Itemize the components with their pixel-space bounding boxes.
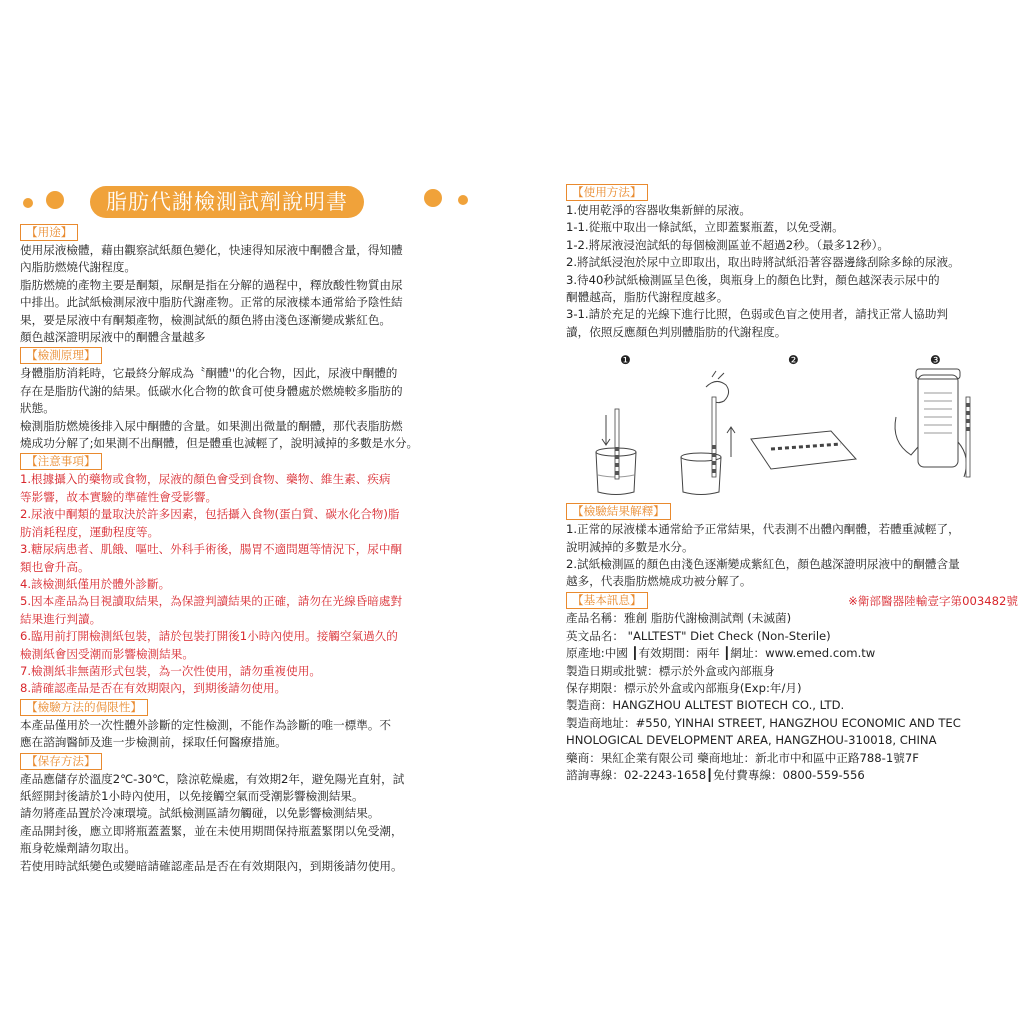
text-line: 保存期限：標示於外盒或內部瓶身(Exp:年/月) (566, 680, 802, 695)
hand-icon (706, 371, 729, 403)
text-line: HNOLOGICAL DEVELOPMENT AREA, HANGZHOU-310018, CHINA (566, 733, 937, 748)
section-heading-row (566, 183, 1018, 202)
section-heading: 【使用方法】 (566, 184, 648, 201)
section-heading-row (566, 502, 1018, 521)
section-heading-row (20, 752, 482, 771)
text-line: 3-1.請於充足的光線下進行比照，色弱或色盲之使用者，請找正常人協助判 (566, 307, 949, 322)
text-line: 使用尿液檢體，藉由觀察試紙顏色變化，快速得知尿液中酮體含量，得知體 (20, 243, 403, 257)
warning-text-line: 5.因本產品為目視讀取結果，為保證判讀結果的正確，請勿在光線昏暗處對 (20, 594, 403, 609)
text-line: 越多，代表脂肪燃燒成功被分解了。 (566, 574, 752, 589)
section-heading: 【檢驗結果解釋】 (566, 503, 671, 520)
section-heading: 【基本訊息】 (566, 592, 648, 609)
text-line: 應在諮詢醫師及進一步檢測前，採取任何醫療措施。 (20, 735, 287, 750)
results-and-info-section (566, 502, 1018, 784)
section-heading: 【保存方法】 (20, 753, 102, 770)
text-line: 1.正常的尿液樣本通常給予正常結果，代表測不出體內酮體，若體重減輕了， (566, 522, 960, 537)
text-line: 產品名稱：雅創 脂肪代謝檢測試劑 (未滅菌) (566, 611, 792, 626)
decor-dot-icon (23, 198, 33, 208)
warning-text-line: 2.尿液中酮類的量取決於許多因素，包括攝入食物(蛋白質、碳水化合物)脂 (20, 507, 400, 522)
text-line: 讀，依照反應顏色判別體脂肪的代謝程度。 (566, 324, 787, 339)
text-line: 瓶身乾燥劑請勿取出。 (20, 841, 136, 856)
text-line: 顏色越深證明尿液中的酮體含量越多 (20, 330, 206, 345)
usage-diagram-icon (566, 347, 1018, 502)
warning-text-line: 等影響，故本實驗的準確性會受影響。 (20, 489, 218, 504)
text-line: 1-2.將尿液浸泡試紙的每個檢測區並不超過2秒。（最多12秒）。 (566, 237, 889, 252)
section-heading: 【檢驗方法的侷限性】 (20, 699, 148, 716)
warning-text-line: 4.該檢測紙僅用於體外診斷。 (20, 576, 171, 591)
section-heading-row (20, 223, 482, 242)
tissue-icon (751, 431, 856, 469)
warning-text-line: 6.臨用前打開檢測紙包裝，請於包裝打開後1小時內使用。接觸空氣過久的 (20, 629, 398, 644)
warning-text-line: 3.糖尿病患者、肌餓、嘔吐、外科手術後，腸胃不適問題等情況下，尿中酮 (20, 542, 403, 557)
step-number-1: ❶ (620, 353, 631, 368)
warning-text-line: 1.根據攝入的藥物或食物，尿液的顏色會受到食物、藥物、維生素、疾病 (20, 472, 391, 487)
text-line: 1-1.從瓶中取出一條試紙，立即蓋緊瓶蓋，以免受潮。 (566, 220, 844, 235)
text-line: 2.試紙檢測區的顏色由淺色逐漸變成紫紅色，顏色越深證明尿液中的酮體含量 (566, 557, 960, 572)
section-heading: 【注意事項】 (20, 453, 102, 470)
section-heading-row (20, 452, 482, 471)
warning-text-line: 檢測紙會因受潮而影響檢測結果。 (20, 646, 194, 661)
arrow-up-icon (727, 427, 735, 457)
text-line: 酮體越高，脂肪代謝程度越多。 (566, 290, 729, 305)
warning-text-line: 類也會升高。 (20, 559, 90, 574)
text-line: 檢測脂肪燃燒後排入尿中酮體的含量。如果測出微量的酮體，那代表脂肪燃 (20, 418, 403, 433)
text-line: 身體脂肪消耗時，它最終分解成為〝酮體''的化合物，因此，尿液中酮體的 (20, 366, 398, 381)
text-line: 2.將試紙浸泡於尿中立即取出，取出時將試紙沿著容器邊緣刮除多餘的尿液。 (566, 255, 960, 270)
warning-text-line: 7.檢測紙非無菌形式包裝，為一次性使用，請勿重複使用。 (20, 663, 321, 678)
text-line: 3.待40秒試紙檢測區呈色後，與瓶身上的顏色比對，顏色越深表示尿中的 (566, 272, 940, 287)
page-title: 脂肪代謝檢測試劑說明書 (90, 186, 364, 218)
decor-dot-icon (458, 195, 468, 205)
text-line: 內脂肪燃燒代謝程度。 (20, 260, 136, 275)
title-banner (20, 183, 482, 223)
license-notice: ※衛部醫器陸輸壹字第003482號 (848, 593, 1018, 608)
text-line: 中排出。此試紙檢測尿液中脂肪代謝產物。正常的尿液樣本通常給予陰性結 (20, 295, 403, 310)
arrow-down-icon (602, 415, 610, 445)
text-line: 若使用時試紙變色或變暗請確認產品是否在有效期限內，到期後請勿使用。 (20, 858, 403, 873)
test-strip-icon (712, 397, 716, 477)
text-line: 製造商地址：#550, YINHAI STREET, HANGZHOU ECONOMIC AND TEC (566, 715, 961, 730)
right-column (566, 183, 1018, 784)
warning-text-line: 結果進行判讀。 (20, 611, 102, 626)
step-number-2: ❷ (788, 353, 799, 368)
bottle-icon (916, 369, 960, 467)
text-line: 本產品僅用於一次性體外診斷的定性檢測，不能作為診斷的唯一標準。不 (20, 717, 392, 732)
section-heading-row (20, 698, 482, 717)
left-column (20, 183, 482, 875)
usage-section (566, 183, 1018, 341)
decor-dot-icon (424, 189, 442, 207)
decor-dot-icon (46, 191, 64, 209)
left-content (20, 223, 482, 875)
text-line: 果，要是尿液中有酮類產物，檢測試紙的顏色將由淺色逐漸變成紫紅色。 (20, 312, 392, 327)
section-heading: 【檢測原理】 (20, 347, 102, 364)
step-number-3: ❸ (930, 353, 941, 368)
usage-illustration (566, 347, 1018, 502)
text-line: 原產地:中國 ┃有效期間：兩年 ┃網址：www.emed.com.tw (566, 646, 876, 661)
text-line: 製造日期或批號：標示於外盒或內部瓶身 (566, 663, 775, 678)
section-heading-row (20, 346, 482, 365)
text-line: 燒成功分解了;如果測不出酮體，但是體重也減輕了，說明減掉的多數是水分。 (20, 436, 419, 451)
warning-text-line: 8.請確認產品是否在有效期限內，到期後請勿使用。 (20, 681, 287, 696)
text-line: 脂肪燃燒的產物主要是酮類，尿酮是指在分解的過程中，釋放酸性物質由尿 (20, 277, 403, 292)
hand-icon (895, 417, 966, 477)
warning-text-line: 肪消耗程度，運動程度等。 (20, 524, 160, 539)
text-line: 製造商：HANGZHOU ALLTEST BIOTECH CO., LTD. (566, 698, 845, 713)
text-line: 狀態。 (20, 401, 55, 416)
test-strip-icon (615, 409, 619, 479)
text-line: 藥商：果紅企業有限公司 藥商地址：新北市中和區中正路788-1號7F (566, 750, 919, 765)
text-line: 產品開封後，應立即將瓶蓋蓋緊，並在未使用期間保持瓶蓋緊閉以免受潮， (20, 823, 403, 838)
text-line: 請勿將產品置於冷凍環境。試紙檢測區請勿觸碰，以免影響檢測結果。 (20, 806, 380, 821)
text-line: 諮詢專線：02-2243-1658┃免付費專線：0800-559-556 (566, 767, 865, 782)
section-heading: 【用途】 (20, 224, 78, 241)
test-strip-icon (966, 397, 970, 477)
text-line: 說明減掉的多數是水分。 (566, 539, 694, 554)
text-line: 1.使用乾淨的容器收集新鮮的尿液。 (566, 203, 751, 217)
text-line: 存在是脂肪代謝的結果。低碳水化合物的飲食可使身體處於燃燒較多脂肪的 (20, 383, 403, 398)
text-line: 英文品名： "ALLTEST" Diet Check (Non-Sterile) (566, 628, 831, 643)
text-line: 產品應儲存於溫度2℃-30℃，陰涼乾燥處，有效期2年，避免陽光直射，試 (20, 771, 405, 786)
text-line: 紙經開封後請於1小時內使用，以免接觸空氣而受潮影響檢測結果。 (20, 788, 364, 803)
